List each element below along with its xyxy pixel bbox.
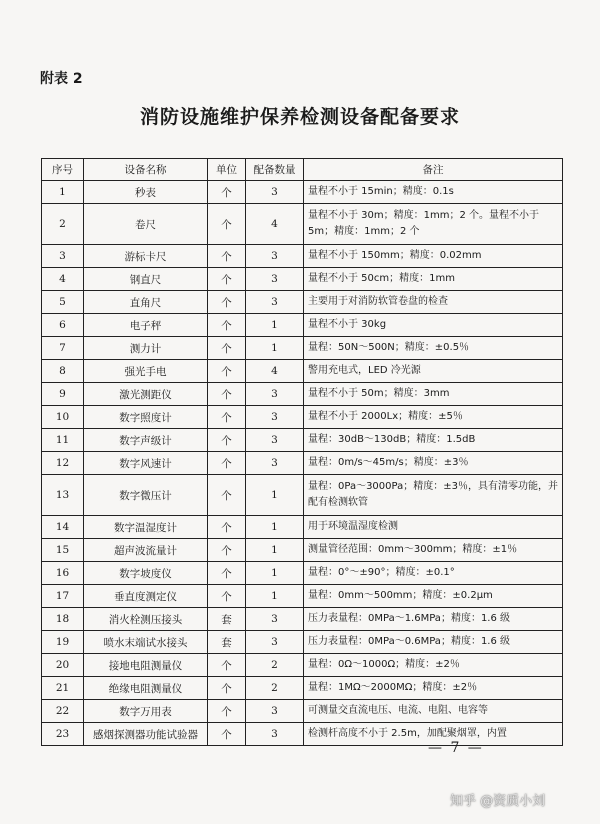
cell-name: 数字照度计 xyxy=(84,406,208,429)
cell-note: 量程：0Ω～1000Ω；精度：±2％ xyxy=(304,654,563,677)
cell-no: 15 xyxy=(42,539,84,562)
table-row xyxy=(42,723,563,746)
cell-no: 19 xyxy=(42,631,84,654)
cell-no: 10 xyxy=(42,406,84,429)
cell-no: 6 xyxy=(42,314,84,337)
cell-qty: 4 xyxy=(246,360,304,383)
cell-name: 喷水末端试水接头 xyxy=(84,631,208,654)
cell-unit: 个 xyxy=(208,406,246,429)
header-no: 序号 xyxy=(42,159,84,181)
cell-no: 21 xyxy=(42,677,84,700)
cell-unit: 个 xyxy=(208,383,246,406)
cell-qty: 1 xyxy=(246,314,304,337)
table-row xyxy=(42,585,563,608)
cell-no: 14 xyxy=(42,516,84,539)
cell-name: 卷尺 xyxy=(84,204,208,245)
cell-name: 测力计 xyxy=(84,337,208,360)
table-row xyxy=(42,268,563,291)
cell-unit: 个 xyxy=(208,723,246,746)
appendix-label: 附表 2 xyxy=(40,71,83,87)
cell-qty: 3 xyxy=(246,181,304,204)
table-row xyxy=(42,360,563,383)
cell-note: 测量管径范围：0mm～300mm；精度：±1％ xyxy=(304,539,563,562)
cell-note: 量程：30dB～130dB；精度：1.5dB xyxy=(304,429,563,452)
cell-note: 量程不小于 150mm；精度：0.02mm xyxy=(304,245,563,268)
cell-qty: 3 xyxy=(246,608,304,631)
cell-unit: 个 xyxy=(208,429,246,452)
cell-note: 量程不小于 2000Lx；精度：±5％ xyxy=(304,406,563,429)
page-title: 消防设施维护保养检测设备配备要求 xyxy=(139,106,460,128)
cell-name: 秒表 xyxy=(84,181,208,204)
cell-name: 激光测距仪 xyxy=(84,383,208,406)
header-note: 备注 xyxy=(304,159,563,181)
cell-note: 量程：0°～±90°；精度：±0.1° xyxy=(304,562,563,585)
cell-no: 3 xyxy=(42,245,84,268)
cell-qty: 1 xyxy=(246,562,304,585)
cell-note: 用于环境温湿度检测 xyxy=(304,516,563,539)
table-row xyxy=(42,452,563,475)
cell-note: 量程：50N～500N；精度：±0.5％ xyxy=(304,337,563,360)
cell-no: 5 xyxy=(42,291,84,314)
cell-qty: 1 xyxy=(246,516,304,539)
cell-note: 量程不小于 15min；精度：0.1s xyxy=(304,181,563,204)
cell-qty: 4 xyxy=(246,204,304,245)
cell-name: 直角尺 xyxy=(84,291,208,314)
cell-unit: 个 xyxy=(208,268,246,291)
cell-name: 超声波流量计 xyxy=(84,539,208,562)
table-row xyxy=(42,314,563,337)
cell-no: 13 xyxy=(42,475,84,516)
table-row xyxy=(42,181,563,204)
cell-note: 可测量交直流电压、电流、电阻、电容等 xyxy=(304,700,563,723)
cell-name: 感烟探测器功能试验器 xyxy=(84,723,208,746)
cell-name: 数字微压计 xyxy=(84,475,208,516)
cell-qty: 2 xyxy=(246,654,304,677)
cell-unit: 个 xyxy=(208,314,246,337)
cell-qty: 3 xyxy=(246,291,304,314)
cell-unit: 个 xyxy=(208,181,246,204)
header-qty: 配备数量 xyxy=(246,159,304,181)
cell-name: 绝缘电阻测量仪 xyxy=(84,677,208,700)
cell-qty: 1 xyxy=(246,337,304,360)
table-row xyxy=(42,383,563,406)
cell-note: 检测杆高度不小于 2.5m，加配聚烟罩，内置 xyxy=(304,723,563,746)
cell-unit: 个 xyxy=(208,452,246,475)
cell-unit: 套 xyxy=(208,631,246,654)
cell-qty: 3 xyxy=(246,723,304,746)
cell-note: 量程：0mm～500mm；精度：±0.2μm xyxy=(304,585,563,608)
cell-name: 电子秤 xyxy=(84,314,208,337)
cell-note: 量程：1MΩ～2000MΩ；精度：±2％ xyxy=(304,677,563,700)
table-row xyxy=(42,245,563,268)
cell-qty: 3 xyxy=(246,268,304,291)
cell-qty: 3 xyxy=(246,245,304,268)
cell-note: 量程不小于 30m；精度：1mm；2 个。量程不小于 5m；精度：1mm；2 个 xyxy=(304,204,563,245)
cell-unit: 个 xyxy=(208,204,246,245)
table-row xyxy=(42,516,563,539)
cell-note: 量程不小于 50cm；精度：1mm xyxy=(304,268,563,291)
cell-qty: 3 xyxy=(246,631,304,654)
cell-qty: 1 xyxy=(246,585,304,608)
table-row xyxy=(42,677,563,700)
table-row xyxy=(42,631,563,654)
cell-unit: 个 xyxy=(208,291,246,314)
table-row xyxy=(42,654,563,677)
table-row xyxy=(42,562,563,585)
cell-unit: 个 xyxy=(208,516,246,539)
page-number: — 7 — xyxy=(428,740,484,756)
cell-unit: 个 xyxy=(208,360,246,383)
cell-no: 7 xyxy=(42,337,84,360)
table-row xyxy=(42,539,563,562)
cell-note: 压力表量程：0MPa～0.6MPa；精度：1.6 级 xyxy=(304,631,563,654)
cell-name: 强光手电 xyxy=(84,360,208,383)
cell-name: 消火栓测压接头 xyxy=(84,608,208,631)
cell-unit: 套 xyxy=(208,608,246,631)
cell-unit: 个 xyxy=(208,654,246,677)
cell-unit: 个 xyxy=(208,585,246,608)
cell-name: 数字声级计 xyxy=(84,429,208,452)
table-header-row xyxy=(42,159,563,181)
header-name: 设备名称 xyxy=(84,159,208,181)
table-row xyxy=(42,475,563,516)
watermark: 知乎 @资质小刘 xyxy=(450,794,546,809)
cell-no: 17 xyxy=(42,585,84,608)
table-row xyxy=(42,204,563,245)
cell-note: 量程：0Pa～3000Pa；精度：±3％，具有清零功能，并配有检测软管 xyxy=(304,475,563,516)
equipment-table xyxy=(41,158,563,746)
cell-no: 8 xyxy=(42,360,84,383)
cell-no: 2 xyxy=(42,204,84,245)
cell-name: 接地电阻测量仪 xyxy=(84,654,208,677)
cell-unit: 个 xyxy=(208,337,246,360)
cell-no: 12 xyxy=(42,452,84,475)
cell-no: 9 xyxy=(42,383,84,406)
cell-unit: 个 xyxy=(208,245,246,268)
table-row xyxy=(42,700,563,723)
cell-no: 4 xyxy=(42,268,84,291)
cell-note: 量程：0m/s～45m/s；精度：±3％ xyxy=(304,452,563,475)
cell-no: 1 xyxy=(42,181,84,204)
cell-unit: 个 xyxy=(208,700,246,723)
cell-no: 16 xyxy=(42,562,84,585)
cell-no: 23 xyxy=(42,723,84,746)
table-row xyxy=(42,291,563,314)
cell-qty: 3 xyxy=(246,383,304,406)
cell-qty: 3 xyxy=(246,452,304,475)
cell-name: 数字万用表 xyxy=(84,700,208,723)
table-row xyxy=(42,406,563,429)
cell-unit: 个 xyxy=(208,562,246,585)
cell-no: 11 xyxy=(42,429,84,452)
cell-unit: 个 xyxy=(208,539,246,562)
cell-no: 18 xyxy=(42,608,84,631)
table-row xyxy=(42,608,563,631)
cell-name: 垂直度测定仪 xyxy=(84,585,208,608)
cell-name: 数字温湿度计 xyxy=(84,516,208,539)
cell-name: 钢直尺 xyxy=(84,268,208,291)
cell-qty: 1 xyxy=(246,539,304,562)
cell-qty: 3 xyxy=(246,700,304,723)
cell-note: 量程不小于 30kg xyxy=(304,314,563,337)
table-row xyxy=(42,429,563,452)
table-row xyxy=(42,337,563,360)
cell-name: 游标卡尺 xyxy=(84,245,208,268)
cell-qty: 1 xyxy=(246,475,304,516)
cell-qty: 2 xyxy=(246,677,304,700)
cell-name: 数字坡度仪 xyxy=(84,562,208,585)
cell-unit: 个 xyxy=(208,677,246,700)
cell-qty: 3 xyxy=(246,406,304,429)
cell-name: 数字风速计 xyxy=(84,452,208,475)
cell-no: 22 xyxy=(42,700,84,723)
cell-note: 量程不小于 50m；精度：3mm xyxy=(304,383,563,406)
cell-qty: 3 xyxy=(246,429,304,452)
cell-no: 20 xyxy=(42,654,84,677)
cell-note: 压力表量程：0MPa～1.6MPa；精度：1.6 级 xyxy=(304,608,563,631)
cell-note: 主要用于对消防软管卷盘的检查 xyxy=(304,291,563,314)
cell-unit: 个 xyxy=(208,475,246,516)
header-unit: 单位 xyxy=(208,159,246,181)
cell-note: 警用充电式，LED 冷光源 xyxy=(304,360,563,383)
